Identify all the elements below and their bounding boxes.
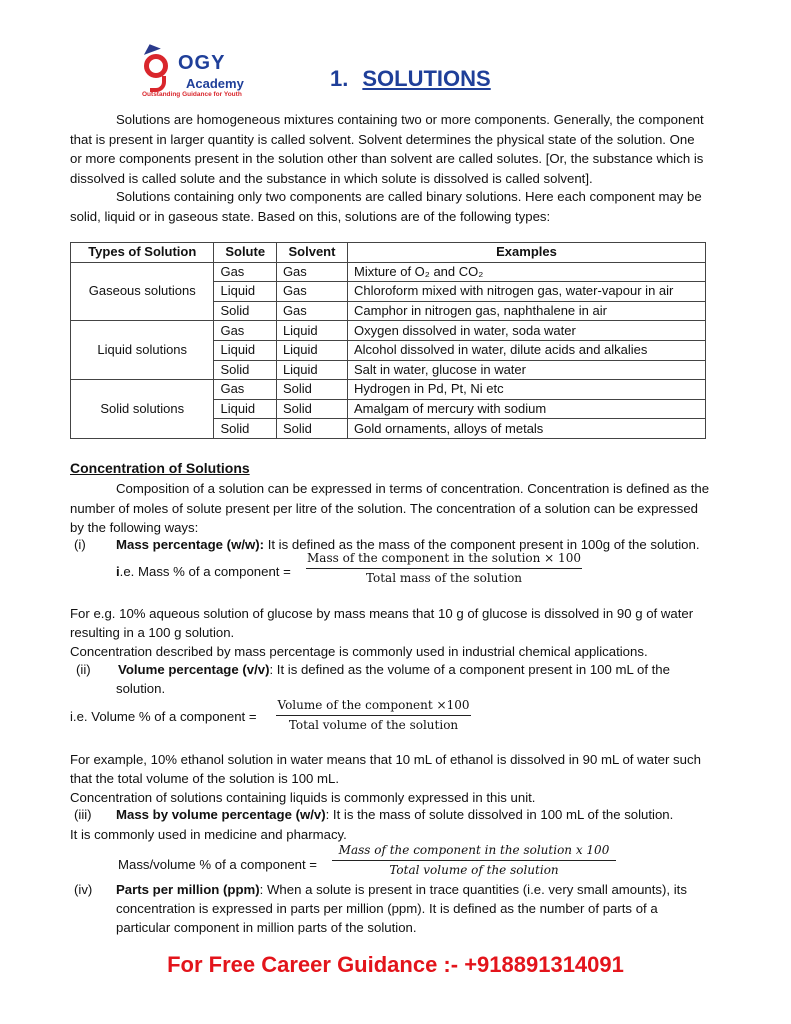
header-examples: Examples bbox=[348, 243, 706, 263]
mass-volume-formula-label: Mass/volume % of a component = bbox=[118, 857, 318, 872]
intro-line: solid, liquid or in gaseous state. Based on this, solutions are of the following types: bbox=[70, 208, 551, 224]
example-cell: Alcohol dissolved in water, dilute acids and alkalies bbox=[348, 340, 706, 360]
concentration-line: by the following ways: bbox=[70, 520, 199, 535]
logo-ring-icon bbox=[144, 54, 168, 78]
ppm-definition: Parts per million (ppm): When a solute is present in trace quantities (i.e. very small amounts), its bbox=[116, 882, 687, 897]
item-number-i: (i) bbox=[74, 537, 86, 552]
mass-fraction bbox=[306, 550, 582, 586]
document-page: OGY Academy Outstanding Guidance for Youth 1. SOLUTIONS Solutions are homogeneous mixtures containing two or more components. Generally, the component that is present in larger quantity is called solvent. Solvent determines the physical state of the solution. One or more components present in the solution other than solvent are called solutes. [Or, the substance which is dissolved is called solute and the substance in which solute is dissolved is called solvent]. Solutions containing only two components are called binary solutions. Here each component may be solid, liquid or in gaseous state. Based on this, solutions are of the following types: Types of Solution Solute Solvent Examples Gaseous solutions Gas Gas Mixture of O₂ and CO₂ Liquid Gas Chloroform mixed with nitrogen gas, water-vapour in air Solid Gas Camphor in nitrogen gas, naphthalene in air Liquid solutions Gas Liquid Oxygen dissolved in water, soda water Liquid Liquid Alcohol dissolved in water, dilute acids and alkalies Solid Liquid Salt in water, glucose in water Solid solutions Gas Solid Hydrogen in Pd, Pt, Ni etc Liquid Solid Amalgam of mercury with sodium Solid Solid Gold ornaments, alloys of metals Concentration of Solutions Composition of a solution can be expressed in terms of concentration. Concentration is defined as the number of moles of solute present per litre of the solution. The concentration of a solution can be expressed by the following ways: (i) Mass percentage (w/w): It is defined as the mass of the component present in 100g of the solution. i.e. Mass % of a component = Mass of the component in the solution × 100 Total mass of the solution For e.g. 10% aqueous solution of glucose by mass means that 10 g of glucose is dissolved in 90 g of water resulting in a 100 g solution. Concentration described by mass percentage is commonly used in industrial chemical applications. (ii) Volume percentage (v/v): It is defined as the volume of a component present in 100 mL of the solution. i.e. Volume % of a component = Volume of the component ×100 Total volume of the solution For example, 10% ethanol solution in water means that 10 mL of ethanol is dissolved in 90 mL of water such that the total volume of the solution is 100 mL. Concentration of solutions containing liquids is commonly expressed in this unit. (iii) Mass by volume percentage (w/v): It is the mass of solute dissolved in 100 mL of the solution. It is commonly used in medicine and pharmacy. Mass/volume % of a component = Mass of the component in the solution x 100 Total volume of the solution (iv) Parts per million (ppm): When a solute is present in trace quantities (i.e. very small amounts), its concentration is expressed in parts per million (ppm). It is defined as the number of parts of a particular component in million parts of the solution. For Free Career Guidance :- +918891314091 bbox=[0, 0, 791, 1024]
solution-types-table bbox=[70, 242, 706, 439]
footer-contact: For Free Career Guidance :- +918891314091 bbox=[167, 952, 624, 977]
header-types: Types of Solution bbox=[71, 243, 214, 263]
item-number-ii: (ii) bbox=[76, 662, 91, 677]
ppm-term: Parts per million (ppm) bbox=[116, 882, 260, 897]
volume-percentage-definition: Volume percentage (v/v): It is defined as the volume of a component present in 100 mL of the bbox=[118, 662, 670, 677]
solute-cell: Solid bbox=[214, 419, 276, 439]
logo-academy: Academy bbox=[186, 76, 244, 91]
intro-line: or more components present in the solution other than solvent are called solutes. [Or, the substance which is bbox=[70, 151, 704, 166]
mass-percentage-def: It is defined as the mass of the component present in 100g of the solution. bbox=[264, 537, 700, 552]
mass-formula-label: i.e. Mass % of a component = bbox=[116, 564, 291, 579]
graduation-cap-icon bbox=[141, 41, 161, 55]
table-header-row bbox=[71, 243, 706, 263]
mass-volume-term: Mass by volume percentage (w/v) bbox=[116, 807, 326, 822]
solvent-cell: Solid bbox=[276, 399, 347, 419]
solvent-cell: Liquid bbox=[276, 360, 347, 380]
solvent-cell: Gas bbox=[276, 282, 347, 302]
solvent-cell: Liquid bbox=[276, 321, 347, 341]
fraction-denominator: Total volume of the solution bbox=[288, 718, 459, 732]
solvent-cell: Solid bbox=[276, 380, 347, 400]
header-solute: Solute bbox=[214, 243, 276, 263]
logo-tagline: Outstanding Guidance for Youth bbox=[142, 91, 242, 98]
table-row bbox=[71, 380, 706, 400]
example-cell: Camphor in nitrogen gas, naphthalene in air bbox=[348, 301, 706, 321]
concentration-line: number of moles of solute present per litre of the solution. The concentration of a solution can be expressed bbox=[70, 500, 698, 516]
table-row bbox=[71, 262, 706, 282]
intro-line: Solutions are homogeneous mixtures containing two or more components. Generally, the component bbox=[116, 112, 704, 127]
concentration-line: Composition of a solution can be expressed in terms of concentration. Concentration is defined as the bbox=[116, 481, 710, 496]
fraction-numerator: Mass of the component in the solution x 100 bbox=[332, 842, 616, 861]
item-number-iii: (iii) bbox=[74, 807, 92, 822]
header-solvent: Solvent bbox=[276, 243, 347, 263]
solvent-cell: Liquid bbox=[276, 340, 347, 360]
solvent-cell: Gas bbox=[276, 301, 347, 321]
solute-cell: Gas bbox=[214, 380, 276, 400]
fraction-numerator: Volume of the component ×100 bbox=[276, 697, 471, 716]
solute-cell: Liquid bbox=[214, 399, 276, 419]
chapter-title: SOLUTIONS bbox=[362, 66, 491, 91]
type-cell: Liquid solutions bbox=[71, 321, 214, 380]
intro-paragraph-1 bbox=[70, 110, 760, 188]
solvent-cell: Gas bbox=[276, 262, 347, 282]
volume-percentage-term: Volume percentage (v/v) bbox=[118, 662, 270, 677]
mass-percentage-term: Mass percentage (w/w): bbox=[116, 537, 265, 552]
example-cell: Salt in water, glucose in water bbox=[348, 360, 706, 380]
mass-example: For e.g. 10% aqueous solution of glucose by mass means that 10 g of glucose is dissolved in 90 g of water resulting in a 100 g solution. Concentration described by mass percentage is commonly used in industrial chemical applications. bbox=[70, 606, 694, 659]
logo-brand: OGY bbox=[178, 52, 226, 74]
section-heading: Concentration of Solutions bbox=[70, 460, 250, 476]
mass-volume-fraction bbox=[332, 842, 616, 878]
intro-line: Solutions containing only two components are called binary solutions. Here each component may be bbox=[116, 189, 702, 204]
fraction-denominator: Total mass of the solution bbox=[365, 571, 523, 585]
table-row bbox=[71, 321, 706, 341]
example-cell: Hydrogen in Pd, Pt, Ni etc bbox=[348, 380, 706, 400]
example-cell: Amalgam of mercury with sodium bbox=[348, 399, 706, 419]
mass-volume-definition: Mass by volume percentage (w/v): It is the mass of solute dissolved in 100 mL of the solution. bbox=[116, 807, 674, 822]
example-cell: Oxygen dissolved in water, soda water bbox=[348, 321, 706, 341]
solute-cell: Solid bbox=[214, 360, 276, 380]
volume-formula-label: i.e. Volume % of a component = bbox=[70, 709, 257, 724]
solute-cell: Gas bbox=[214, 321, 276, 341]
page-title bbox=[330, 66, 491, 92]
example-cell: Chloroform mixed with nitrogen gas, water-vapour in air bbox=[348, 282, 706, 302]
item-number-iv: (iv) bbox=[74, 882, 93, 897]
solute-cell: Gas bbox=[214, 262, 276, 282]
type-cell: Gaseous solutions bbox=[71, 262, 214, 321]
fraction-numerator: Mass of the component in the solution × 100 bbox=[306, 550, 582, 569]
type-cell: Solid solutions bbox=[71, 380, 214, 439]
solute-cell: Solid bbox=[214, 301, 276, 321]
ogy-academy-logo bbox=[140, 44, 280, 104]
intro-paragraph-2 bbox=[70, 187, 760, 226]
solute-cell: Liquid bbox=[214, 340, 276, 360]
volume-example: For example, 10% ethanol solution in water means that 10 mL of ethanol is dissolved in 90 mL of water such that the total volume of the solution is 100 mL. Concentration of solutions containing liquids is commonly expressed in this unit. bbox=[70, 752, 701, 805]
concentration-intro bbox=[70, 479, 760, 538]
solvent-cell: Solid bbox=[276, 419, 347, 439]
intro-line: dissolved is called solute and the substance in which solute is dissolved is called solvent]. bbox=[70, 170, 593, 186]
example-cell: Gold ornaments, alloys of metals bbox=[348, 419, 706, 439]
volume-fraction bbox=[276, 697, 471, 733]
fraction-denominator: Total volume of the solution bbox=[389, 863, 559, 877]
example-cell: Mixture of O₂ and CO₂ bbox=[348, 262, 706, 282]
intro-line: that is present in larger quantity is called solvent. Solvent determines the physical state of the solution. One bbox=[70, 131, 695, 147]
solute-cell: Liquid bbox=[214, 282, 276, 302]
chapter-number: 1. bbox=[330, 66, 349, 91]
